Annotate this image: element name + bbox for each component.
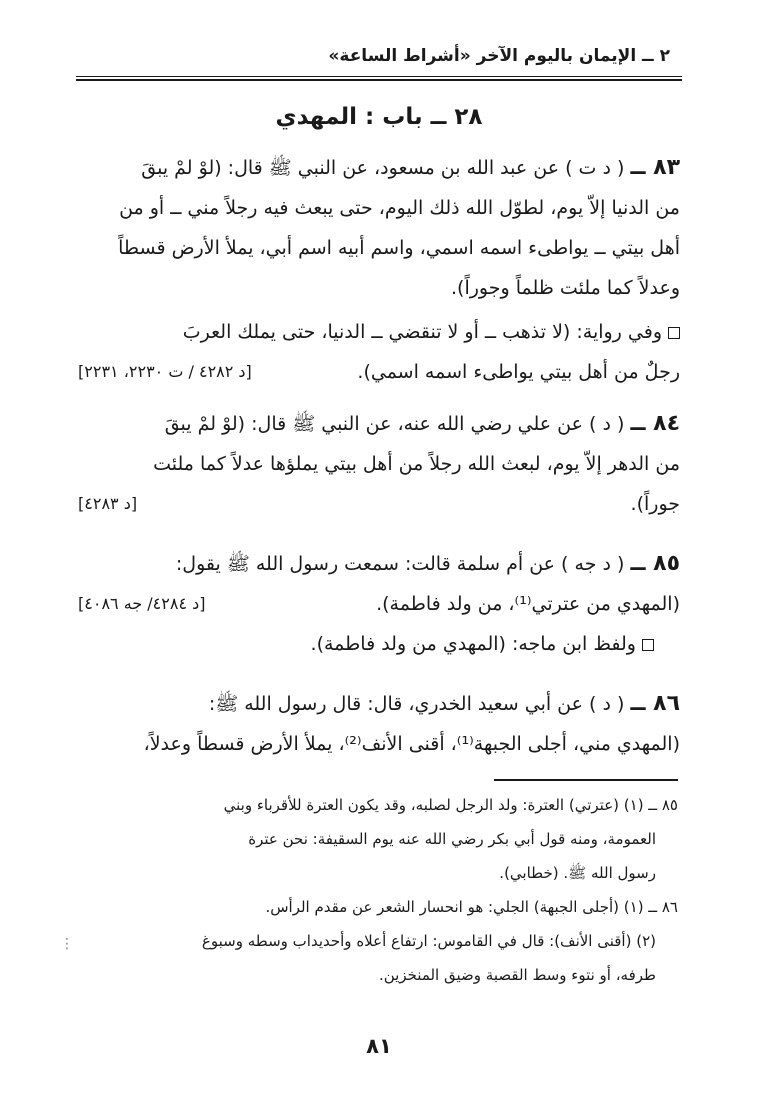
footnotes (80, 788, 678, 992)
footnote-line: ٨٦ ــ (١) (أجلى الجبهة) الجلي: هو انحسار الشعر عن مقدم الرأس. (265, 898, 678, 916)
header-rule-thick (76, 79, 682, 81)
hadith-line: من الدنيا إلاّ يوم، لطوّل الله ذلك اليوم، حتى يبعث فيه رجلاً مني ــ أو من (119, 197, 680, 219)
footnote-line: العمومة، ومنه قول أبي بكر رضي الله عنه يوم السقيفة: نحن عترة (248, 830, 656, 848)
variant-line: رجلٌ من أهل بيتي يواطىء اسمه اسمي). [د ٤٢٨٢ / ت ٢٢٣٠، ٢٢٣١] (78, 352, 680, 392)
hadith-line: ٨٥ ــ ( د جه ) عن أم سلمة قالت: سمعت رسول الله ﷺ يقول: (175, 551, 680, 576)
footnote-separator (494, 779, 678, 781)
hadith-85 (78, 544, 680, 664)
hadith-number: ٨٦ ــ (630, 691, 680, 716)
hadith-83-variant (78, 312, 680, 392)
footnote-line: (٢) (أقنى الأنف): قال في القاموس: ارتفاع أعلاه وأحديداب وسطه وسبوغ (201, 932, 656, 950)
hadith-line: (المهدي من عترتي⁽¹⁾، من ولد فاطمة). [د ٤٢٨٤/ جه ٤٠٨٦] (78, 584, 680, 624)
variant-line: وفي رواية: (لا تذهب ــ أو لا تنقضي ــ الدنيا، حتى يملك العربَ (78, 312, 680, 352)
running-header: ٢ ــ الإيمان باليوم الآخر «أشراط الساعة» (328, 46, 670, 66)
square-bullet-icon (668, 327, 680, 339)
hadith-line: جوراً). [د ٤٢٨٣] (78, 484, 680, 524)
hadith-86 (78, 684, 680, 764)
hadith-83 (78, 148, 680, 308)
footnote-line: طرفه، أو نتوء وسط القصبة وضيق المنخزين. (378, 966, 656, 984)
source-reference: [د ٤٢٨٢ / ت ٢٢٣٠، ٢٢٣١] (78, 362, 252, 381)
hadith-line: ٨٤ ــ ( د ) عن علي رضي الله عنه، عن النبي ﷺ قال: (لوْ لمْ يبقَ (164, 411, 680, 436)
source-reference: [د ٤٢٨٣] (78, 494, 138, 513)
hadith-line: ٨٦ ــ ( د ) عن أبي سعيد الخدري، قال: قال رسول الله ﷺ: (208, 691, 680, 716)
hadith-number: ٨٣ ــ (630, 155, 680, 180)
chapter-title: ٢٨ ــ باب : المهدي (275, 104, 483, 130)
hadith-number: ٨٤ ــ (630, 411, 680, 436)
header-rule-thin (76, 76, 682, 77)
margin-mark: ⋮ (60, 936, 74, 952)
hadith-84 (78, 404, 680, 524)
hadith-line (78, 148, 680, 188)
hadith-line: من الدهر إلاّ يوم، لبعث الله رجلاً من أهل بيتي يملؤها عدلاً كما ملئت (153, 453, 680, 475)
source-reference: [د ٤٢٨٤/ جه ٤٠٨٦] (78, 594, 206, 613)
hadith-line: (المهدي مني، أجلى الجبهة⁽¹⁾، أقنى الأنف⁽²⁾، يملأ الأرض قسطاً وعدلاً، (143, 733, 680, 755)
hadith-line: أهل بيتي ــ يواطىء اسمه اسمي، واسم أبيه اسم أبي، يملأ الأرض قسطاً (118, 237, 680, 259)
footnote-line: رسول الله ﷺ. (خطابي). (499, 864, 656, 882)
square-bullet-icon (642, 639, 654, 651)
hadith-text: ( د ت ) عن عبد الله بن مسعود، عن النبي ﷺ قال: (لوْ لمْ يبقَ (141, 157, 625, 179)
hadith-line: وعدلاً كما ملئت ظلماً وجوراً). (451, 277, 680, 299)
hadith-number: ٨٥ ــ (630, 551, 680, 576)
variant-line: ولفظ ابن ماجه: (المهدي من ولد فاطمة). (78, 624, 680, 664)
footnote-line: ٨٥ ــ (١) (عترتي) العترة: ولد الرجل لصلبه، وقد يكون العترة للأقرباء وبني (223, 796, 678, 814)
page-number: ٨١ (366, 1034, 392, 1058)
